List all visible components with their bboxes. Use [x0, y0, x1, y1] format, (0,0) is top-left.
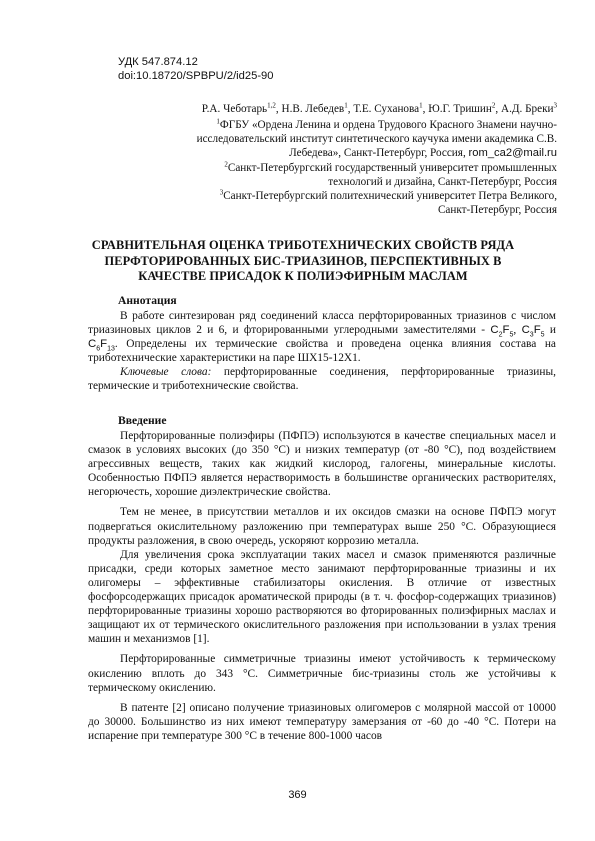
text: C: [490, 324, 499, 337]
author: , Ю.Г. Тришин: [422, 103, 492, 115]
text: F: [100, 338, 108, 351]
affiliations: [197, 118, 557, 217]
text: F: [502, 324, 510, 337]
aff-line: Санкт-Петербургский государственный университет промышленных: [227, 161, 557, 174]
intro-paragraph: Тем не менее, в присутствии металлов и их оксидов смазки на основе ПФПЭ могут подвергаться окислительному разложению при температурах выше 250 °C. Образующиеся продукты разложения, в свою очередь, ускоряют коррозию металла.: [88, 506, 556, 547]
author: , Т.Е. Суханова: [347, 103, 420, 115]
keywords: [88, 365, 556, 393]
subscript: 6: [96, 345, 101, 353]
formula-c6f13: [88, 338, 115, 353]
abstract-heading: Аннотация: [118, 294, 177, 307]
text: В работе синтезирован ряд соединений класса перфторированных триазинов с числом триазиновых циклов 2 и 6, и фторированными углеродными заместителями -: [88, 310, 556, 337]
intro-heading: Введение: [118, 414, 167, 427]
author: Р.А. Чеботарь: [201, 103, 268, 115]
author-sup: 1: [419, 101, 423, 110]
author-sup: 1: [344, 101, 348, 110]
affiliation-2: [197, 161, 557, 175]
title-line: ПЕРФТОРИРОВАННЫХ БИС-ТРИАЗИНОВ, ПЕРСПЕКТИВНЫХ В: [104, 253, 502, 268]
formula-c3f5: [521, 324, 545, 339]
affiliation-3: [197, 189, 557, 203]
aff-sup: 3: [219, 188, 224, 197]
aff-text: Лебедева», Санкт-Петербург, Россия,: [289, 147, 469, 160]
abstract-paragraph: [88, 309, 556, 365]
text: ,: [513, 324, 522, 337]
keywords-label: Ключевые слова:: [120, 366, 212, 379]
affiliation-1: [197, 118, 557, 132]
formula-c2f5: [490, 324, 514, 339]
aff-line: ФГБУ «Ордена Ленина и ордена Трудового Красного Знамени научно-: [219, 119, 557, 131]
text: F: [533, 324, 541, 337]
text: C: [521, 324, 530, 337]
aff-line: Санкт-Петербургский политехнический университет Петра Великого,: [223, 190, 557, 203]
aff-line: исследовательский институт синтетического каучука имени академика С.В.: [196, 133, 557, 146]
subscript: 13: [107, 345, 115, 353]
abstract-body: [88, 309, 556, 394]
author: , Н.В. Лебедев: [275, 103, 345, 115]
author-sup: 2: [491, 101, 496, 110]
title-line: СРАВНИТЕЛЬНАЯ ОЦЕНКА ТРИБОТЕХНИЧЕСКИХ СВОЙСТВ РЯДА: [91, 238, 515, 252]
title-line: КАЧЕСТВЕ ПРИСАДОК К ПОЛИЭФИРНЫМ МАСЛАМ: [138, 269, 468, 284]
aff-sup: 2: [224, 159, 228, 168]
text: . Определены их термические свойства и проведена оценка влияния состава на триботехнические характеристики на паре ШХ15-12Х1.: [88, 338, 556, 365]
subscript: 5: [540, 331, 545, 339]
paper-title: [70, 238, 536, 285]
intro-paragraph: В патенте [2] описано получение триазиновых олигомеров с молярной массой от 10000 до 30000. Большинство из них имеют температуру замерзания от -60 до -40 °C. Потери на испарение при температуре 300 °C в течение 800-1000 часов: [88, 701, 556, 742]
authors-line: [202, 102, 557, 116]
author-sup: 3: [553, 101, 557, 110]
intro-paragraph: Для увеличения срока эксплуатации таких масел и смазок применяются различные присадки, среди которых заметное место занимают перфторированные триазины и их олигомеры – эффективные стабилизаторы окисления. В отличие от известных фосфорсодержащих присадок ароматической природы (в т. ч. фосфор-содержащих триазинов) перфторированные триазины хорошо растворяются во фторированных полиэфирных маслах и защищают их от термического окислительного разложения при использовании в узлах трения машин и механизмов [1].: [88, 548, 556, 646]
intro-body: [88, 429, 556, 743]
subscript: 5: [509, 331, 514, 339]
udk-code: УДК 547.874.12: [118, 56, 198, 68]
doi: doi:10.18720/SPBPU/2/id25-90: [118, 70, 274, 82]
text: C: [88, 338, 97, 351]
aff-sup: 1: [216, 117, 220, 126]
text: и: [544, 324, 556, 337]
aff-line: Санкт-Петербург, Россия: [437, 204, 557, 217]
keywords-text: перфторированные соединения, перфторированные триазины, термические и триботехнические свойства.: [88, 366, 556, 393]
page-number: 369: [288, 789, 307, 801]
author-sup: 1,2: [267, 101, 276, 110]
aff-line: [197, 146, 557, 160]
intro-paragraph: Перфторированные симметричные триазины имеют устойчивость к термическому окислению вплоть до 343 °C. Симметричные бис-триазины столь же устойчивы к термическому окислению.: [88, 653, 556, 694]
intro-paragraph: Перфторированные полиэфиры (ПФПЭ) используются в качестве специальных масел и смазок в условиях высоких (до 350 °C) и низких температур (от -80 °C), под воздействием агрессивных веществ, таких как жидкий кислород, галогены, минеральные кислоты. Особенностью ПФПЭ является нерастворимость в большинстве органических растворителях, негорючесть, хорошие диэлектрические свойства.: [88, 430, 556, 499]
aff-line: технологий и дизайна, Санкт-Петербург, Россия: [328, 175, 557, 188]
author-email: rom_ca2@mail.ru: [468, 147, 557, 160]
author: , А.Д. Бреки: [495, 103, 554, 115]
subscript: 3: [529, 331, 534, 339]
subscript: 2: [498, 331, 503, 339]
